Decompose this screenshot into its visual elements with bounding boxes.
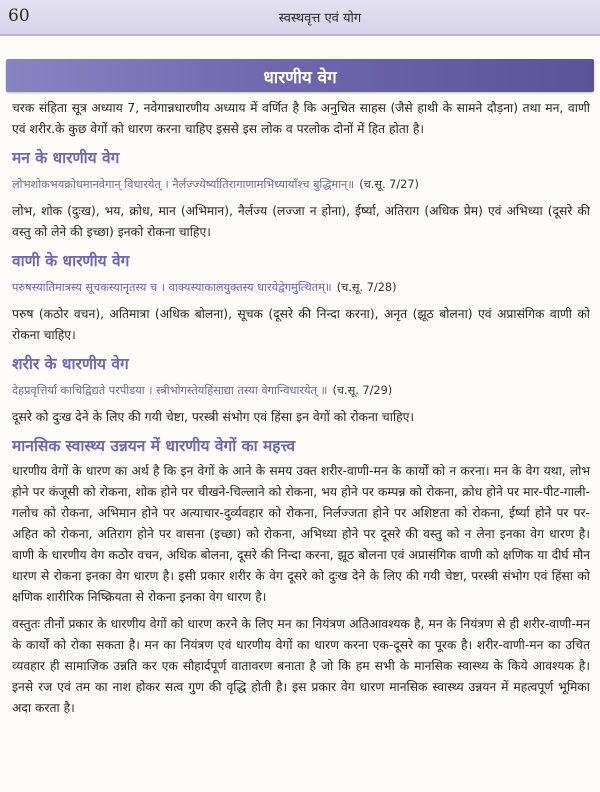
verse-line-mind: [12, 173, 590, 195]
verse-body: देहप्रवृत्तिर्या काचिद्विद्यते परपीडया । स्त्रीभोगस्तेयहिंसाद्या तस्या वेगान्विधारयेत् ॥: [12, 384, 328, 397]
section-heading-body: शरीर के धारणीय वेग: [12, 355, 129, 373]
intro-paragraph: चरक संहिता सूत्र अध्याय 7, नवेगान्नधारणीय अध्याय में वर्णित है कि अनुचित साहस (जैसे हाथी के सामने दौड़ना) तथा मन, वाणी एवं शरीर.के कुछ वेगों को धारण करना चाहिए इससे इस लोक व परलोक दोनों में हित होता है।: [12, 101, 590, 136]
mental-health-paragraph-1: धारणीय वेगों के धारण का अर्थ है कि इन वेगों के आने के समय उक्त शरीर-वाणी-मन के कार्यों को न करना। मन के वेग यथा, लोभ होने पर कंजूसी को रोकना, शोक होने पर चीखने-चिल्लाने को रोकना, भय होने पर कम्पन्न को रोकना, क्रोध होने पर मार-पीट-गाली-गलोच को रोकना, अभिमान होने पर अत्याचार-दुर्व्यवहार को रोकना, निर्लज्जता होने पर अशिष्टता को रोकना, ईर्ष्या होने पर पर-अहित को रोकना, अतिराग होने पर वासना (इच्छा) को रोकना, अभिध्या होने पर दूसरे की वस्तु को न लेना इनका वेग धारण है। वाणी के धारणीय वेग कठोर वचन, अधिक बोलना, दूसरे की निन्दा करना, झूठ बोलना एवं अप्रासंगिक वाणी को क्षणिक या दीर्घ मौन धारण से रोकना इनका वेग धारण है। इसी प्रकार शरीर के वेग दूसरे को दुःख देने के लिए की गयी चेष्टा, परस्त्री संभोग एवं हिंसा को क्षणिक शारीरिक निष्क्रियता से रोकना इनका वेग धारण है।: [12, 464, 590, 604]
verse-reference-speech: (च.सू. 7/28): [336, 281, 397, 294]
section-text-body: दूसरे को दुःख देने के लिए की गयी चेष्टा, परस्त्री संभोग एवं हिंसा इन वेगों को रोकना चाहिए।: [12, 410, 415, 424]
verse-reference-body: (च.सू. 7/29): [332, 384, 393, 397]
verse-mind: लोभशोकभयक्रोधमानवेगान् विधारयेत् । नैर्लज्ज्येर्ष्यातिरागाणामभिध्यायाँश्च बुद्धिमान्॥: [12, 178, 355, 191]
page-number: 60: [8, 6, 30, 26]
verse-line-speech: [12, 276, 590, 298]
running-header: [0, 0, 600, 36]
verse-reference-mind: (च.सू. 7/27): [359, 178, 419, 191]
verse-speech: परुषस्यातिमात्रस्य सूचकस्यानृतस्य च । वाक्यस्याकालयुक्तस्य धारयेद्वेगमुत्थितम्॥: [12, 281, 332, 294]
section-heading-mental-health: मानसिक स्वास्थ्य उन्नयन में धारणीय वेगों का महत्त्व: [12, 437, 296, 455]
verse-line-body: [12, 379, 590, 401]
chapter-title: धारणीय वेग: [263, 68, 337, 88]
mental-health-paragraph-2: वस्तुतः तीनों प्रकार के धारणीय वेगों को धारण करने के लिए मन का नियंत्रण अतिआवश्यक है, मन के नियंत्रण से ही शरीर-वाणी-मन के कार्यों को रोका सकता है। मन का नियंत्रण एवं धारणीय वेगों का धारण करना एक-दूसरे का पूरक है। शरीर-वाणी-मन का उचित व्यवहार ही सामाजिक उन्नति कर एक सौहार्दपूर्ण वातावरण बनाता है जो कि हम सभी के मानसिक स्वास्थ्य के किये आवश्यक है। इनसे रज एवं तम का नाश होकर सत्व गुण की वृद्धि होती है। इस प्रकार वेग धारण मानसिक स्वास्थ्य उन्नयन में महत्वपूर्ण भूमिका अदा करता है।: [12, 617, 590, 715]
section-text-mind: लोभ, शोक (दुःख), भय, क्रोध, मान (अभिमान), नैर्लज्य (लज्जा न होना), ईर्ष्या, अतिराग (अधिक प्रेम) एवं अभिध्या (दूसरे की वस्तु को लेने की इच्छा) इनको रोकना चाहिए।: [12, 204, 590, 239]
section-heading-speech: वाणी के धारणीय वेग: [12, 252, 130, 270]
section-heading-mind: मन के धारणीय वेग: [12, 149, 120, 167]
book-title: स्वस्थवृत्त एवं योग: [278, 11, 362, 26]
chapter-banner: [6, 59, 594, 92]
section-text-speech: परुष (कठोर वचन), अतिमात्रा (अधिक बोलना), सूचक (दूसरे की निन्दा करना), अनृत (झूठ बोलना) एवं अप्रासंगिक वाणी को रोकना चाहिए।: [12, 307, 590, 342]
page-content: [12, 98, 590, 719]
